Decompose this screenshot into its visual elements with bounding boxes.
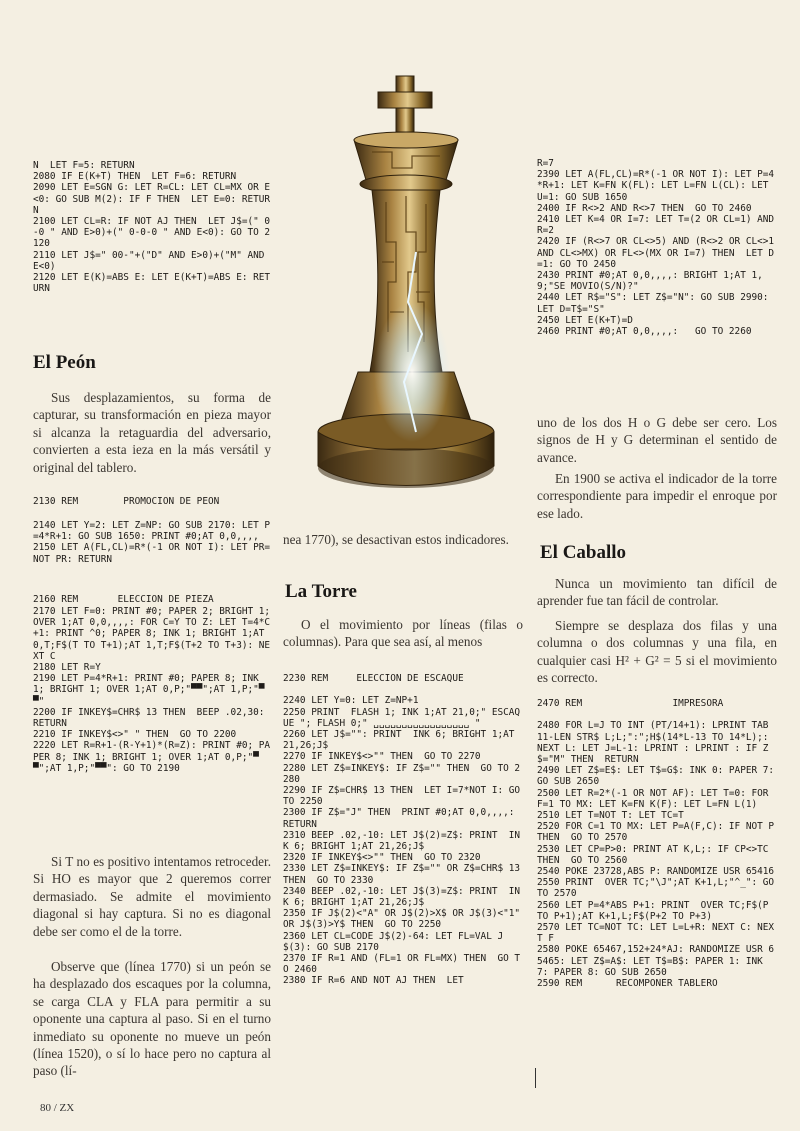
caballo-paragraph-1: Nunca un movimiento tan difícil de aprender fue tan fácil de controlar. [537,576,777,609]
code-block-2470-2590: 2470 REM IMPRESORA 2480 FOR L=J TO INT (PT/14+1): LPRINT TAB 11-LEN STR$ L;L;":";H$(14*L-13 TO 14*L);: NEXT L: LET J=L-1: LPRINT : LPRINT : IF Z$="M" THEN RETURN 2490 LET Z$=E$: LET T$=G$: INK 0: PAPER 7: GO SUB 2650 2500 LET R=2*(-1 OR NOT AF): LET T=0: FOR F=1 TO MX: LET K=FN K(F): LET L=FN L(1) 2510 LET T=NOT T: LET TC=T 2520 FOR C=1 TO MX: LET P=A(F,C): IF NOT P THEN GO TO 2570 2530 LET CP=P>0: PRINT AT K,L;: IF CP<>TC THEN GO TO 2560 2540 POKE 23728,ABS P: RANDOMIZE USR 65416 2550 PRINT OVER TC;"\J";AT K+1,L;"^_": GO TO 2570 2560 LET P=4*ABS P+1: PRINT OVER TC;F$(P TO P+1);AT K+1,L;F$(P+2 TO P+3) 2570 LET TC=NOT TC: LET L=L+R: NEXT C: NEXT F 2580 POKE 65467,152+24*AJ: RANDOMIZE USR 65465: LET Z$=A$: LET T$=B$: PAPER 1: INK 7: PAPER 8: GO SUB 2650 2590 REM RECOMPONER TABLERO [537,698,775,990]
heading-el-caballo: El Caballo [540,542,627,563]
code-block-2080-2120: N LET F=5: RETURN 2080 IF E(K+T) THEN LET F=6: RETURN 2090 LET E=SGN G: LET R=CL: LET CL=MX OR E<0: GO SUB M(2): IF F THEN LET E=0: RETURN 2100 LET CL=R: IF NOT AJ THEN LET J$=(" 0-0 " AND E>0)+(" 0-0-0 " AND E<0): GO TO 2120 2110 LET J$=" 00-"+("D" AND E>0)+("M" AND E<0) 2120 LET E(K)=ABS E: LET E(K+T)=ABS E: RETURN [33,160,271,295]
code-block-2140-2150: 2140 LET Y=2: LET Z=NP: GO SUB 2170: LET P=4*R+1: GO SUB 1650: PRINT #0;AT 0,0,,,, 2150 LET A(FL,CL)=R*(-1 OR NOT I): LET PR=NOT PR: RETURN [33,520,271,565]
peon-paragraph-1: Si T no es positivo intentamos retroceder. Si HO es mayor que 2 queremos correr dermasiado. Se admite el movimiento diagonal si hay captura. Si no es diagonal debe ser como el de la torre. [33,854,271,939]
rem-promocion-de-peon: 2130 REM PROMOCION DE PEON [33,496,220,507]
heading-el-peon: El Peón [33,352,96,373]
code-block-2230-2380: 2230 REM ELECCION DE ESCAQUE 2240 LET Y=0: LET Z=NP+1 2250 PRINT FLASH 1; INK 1;AT 21,0;" ESCAQUE "; FLASH 0;" ␣␣␣␣␣␣␣␣␣␣␣␣␣␣␣␣␣ " 2260 LET J$="": PRINT INK 6; BRIGHT 1;AT 21,26;J$ 2270 IF INKEY$<>"" THEN GO TO 2270 2280 LET Z$=INKEY$: IF Z$="" THEN GO TO 2280 2290 IF Z$=CHR$ 13 THEN LET I=7*NOT I: GO TO 2250 2300 IF Z$="J" THEN PRINT #0;AT 0,0,,,,: RETURN 2310 BEEP .02,-10: LET J$(2)=Z$: PRINT INK 6; BRIGHT 1;AT 21,26;J$ 2320 IF INKEY$<>"" THEN GO TO 2320 2330 LET Z$=INKEY$: IF Z$="" OR Z$=CHR$ 13 THEN GO TO 2330 2340 BEEP .02,-10: LET J$(3)=Z$: PRINT INK 6; BRIGHT 1;AT 21,26;J$ 2350 IF J$(2)<"A" OR J$(2)>X$ OR J$(3)<"1" OR J$(3)>Y$ THEN GO TO 2250 2360 LET CL=CODE J$(2)-64: LET FL=VAL J$(3): GO SUB 2170 2370 IF R=1 AND (FL=1 OR FL=MX) THEN GO TO 2460 2380 IF R=6 AND NOT AJ THEN LET [283,673,521,987]
column-divider [535,1068,536,1088]
heading-la-torre: La Torre [285,581,357,602]
code-block-2390-2460: R=7 2390 LET A(FL,CL)=R*(-1 OR NOT I): LET P=4*R+1: LET K=FN K(FL): LET L=FN L(CL): LET U=1: GO SUB 1650 2400 IF R<>2 AND R<>7 THEN GO TO 2460 2410 LET K=4 OR I=7: LET T=(2 OR CL=1) AND R=2 2420 IF (R<>7 OR CL<>5) AND (R<>2 OR CL<>1 AND CL<>MX) OR FL<>(MX OR I=7) THEN LET D=1: GO TO 2450 2430 PRINT #0;AT 0,0,,,,: BRIGHT 1;AT 1,9;"SE MOVIO(S/N)?" 2440 LET R$="S": LET Z$="N": GO SUB 2990: LET D=T$="S" 2450 LET E(K+T)=D 2460 PRINT #0;AT 0,0,,,,: GO TO 2260 [537,158,775,338]
peon-intro-text: Sus desplazamientos, su forma de capturar, su transformación en pieza mayor si alcanza la retaguardia del adversario, convierten a esta ieza en la más versátil y original del tablero. [33,390,271,475]
caballo-paragraph-2: Siempre se desplaza dos filas y una columna o dos columnas y una fila, en cualquier casi H² + G² = 5 si el movimiento es correcto. [537,618,777,686]
peon-paragraph-2: Observe que (línea 1770) si un peón se ha desplazado dos escaques por la columna, se carga CLA y FLA para permitir a su oponente una captura al paso. Si en el turno inmediato su oponente no mueve un peón (línea 1520), o sí lo hace pero no captura al paso (lí- [33,959,271,1079]
torre-continued-text: uno de los dos H o G debe ser cero. Los signos de H y G determinan el sentido de avance. [537,415,777,465]
page-number: 80 / ZX [40,1102,75,1114]
rem-eleccion-de-pieza: 2160 REM ELECCION DE PIEZA [33,594,214,605]
chess-king-icon [312,72,500,510]
code-block-2170-2220: 2170 LET F=0: PRINT #0; PAPER 2; BRIGHT 1; OVER 1;AT 0,0,,,,: FOR C=Y TO Z: LET T=4*C+1: PRINT ^0; PAPER 8; INK 1; BRIGHT 1;AT 0,T;F$(T TO T+1);AT 1,T;F$(T+2 TO T+3): NEXT C 2180 LET R=Y 2190 LET P=4*R+1: PRINT #0; PAPER 8; INK 1; BRIGHT 1; OVER 1;AT 0,P;"▀▀";AT 1,P;"▀▀" 2200 IF INKEY$=CHR$ 13 THEN BEEP .02,30: RETURN 2210 IF INKEY$<>" " THEN GO TO 2200 2220 LET R=R+1-(R-Y+1)*(R=Z): PRINT #0; PAPER 8; INK 1; BRIGHT 1; OVER 1;AT 0,P;"▀▀";AT 1,P;"▀▀": GO TO 2190 [33,606,271,774]
peon-continued-text: nea 1770), se desactivan estos indicadores. [283,532,509,547]
torre-intro-text: O el movimiento por líneas (filas o columnas). Para que sea así, al menos [283,617,523,650]
torre-enroque-text: En 1900 se activa el indicador de la torre correspondiente para impedir el enroque por ese lado. [537,471,777,521]
